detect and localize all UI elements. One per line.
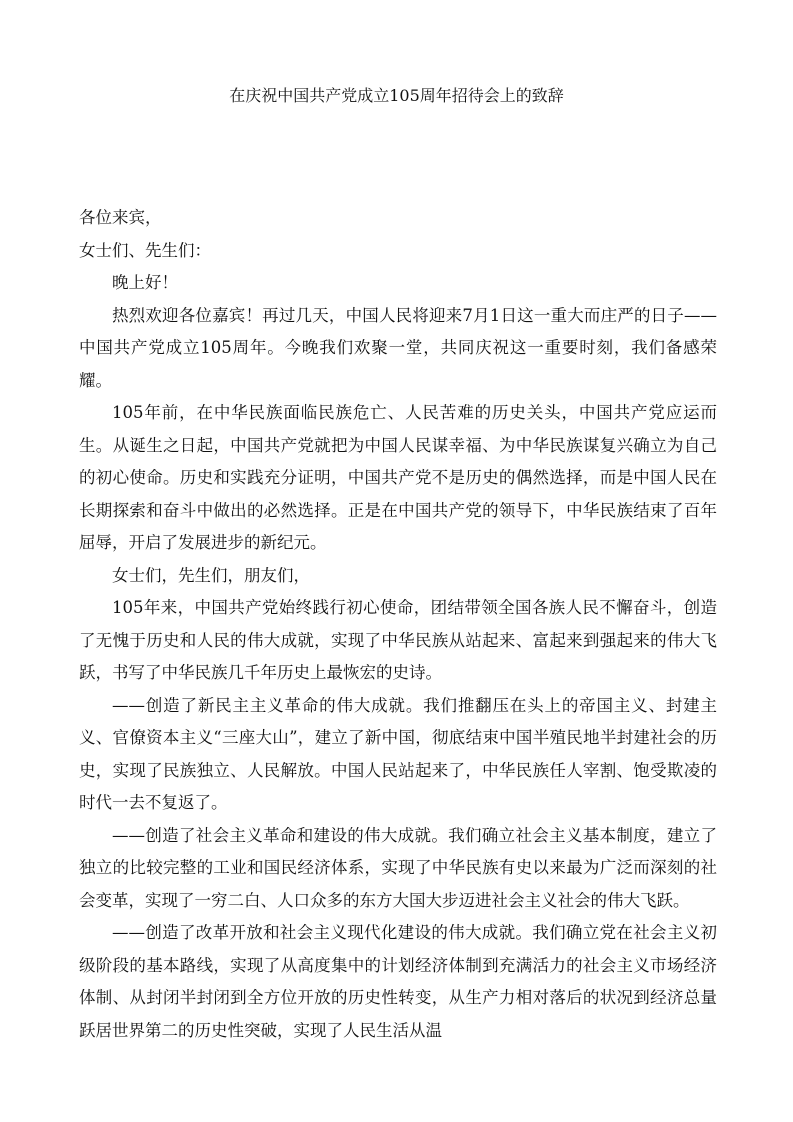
paragraph: 晚上好！ bbox=[112, 273, 178, 292]
greeting-line: 女士们、先生们： bbox=[79, 240, 211, 260]
greeting-line: 各位来宾， bbox=[79, 208, 162, 227]
paragraph: ——创造了社会主义革命和建设的伟大成就。我们确立社会主义基本制度，建立了独立的比较完整的工业和国民经济体系，实现了中华民族有史以来最为广泛而深刻的社会变革，实现了一穷二白、人口众多的东方大国大步迈进社会主义社会的伟大飞跃。 bbox=[79, 825, 717, 910]
document-title: 在庆祝中国共产党成立105周年招待会上的致辞 bbox=[229, 86, 564, 105]
paragraph: 105年来，中国共产党始终践行初心使命，团结带领全国各族人民不懈奋斗，创造了无愧于历史和人民的伟大成就，实现了中华民族从站起来、富起来到强起来的伟大飞跃，书写了中华民族几千年历史上最恢宏的史诗。 bbox=[79, 598, 717, 682]
paragraph: 女士们，先生们，朋友们， bbox=[112, 565, 310, 585]
paragraph: 热烈欢迎各位嘉宾！再过几天，中国人民将迎来7月1日这一重大而庄严的日子——中国共产党成立105周年。今晚我们欢聚一堂，共同庆祝这一重要时刻，我们备感荣耀。 bbox=[79, 305, 717, 390]
document-body bbox=[79, 202, 717, 1047]
paragraph: 105年前，在中华民族面临民族危亡、人民苦难的历史关头，中国共产党应运而生。从诞生之日起，中国共产党就把为中国人民谋幸福、为中华民族谋复兴确立为自己的初心使命。历史和实践充分证明，中国共产党不是历史的偶然选择，而是中国人民在长期探索和奋斗中做出的必然选择。正是在中国共产党的领导下，中华民族结束了百年屈辱，开启了发展进步的新纪元。 bbox=[79, 403, 717, 552]
paragraph: ——创造了改革开放和社会主义现代化建设的伟大成就。我们确立党在社会主义初级阶段的基本路线，实现了从高度集中的计划经济体制到充满活力的社会主义市场经济体制、从封闭半封闭到全方位开放的历史性转变，从生产力相对落后的状况到经济总量跃居世界第二的历史性突破，实现了人民生活从温 bbox=[79, 923, 717, 1040]
paragraph: ——创造了新民主主义革命的伟大成就。我们推翻压在头上的帝国主义、封建主义、官僚资本主义“三座大山”，建立了新中国，彻底结束中国半殖民地半封建社会的历史，实现了民族独立、人民解放。中国人民站起来了，中华民族任人宰割、饱受欺凌的时代一去不复返了。 bbox=[79, 695, 717, 812]
